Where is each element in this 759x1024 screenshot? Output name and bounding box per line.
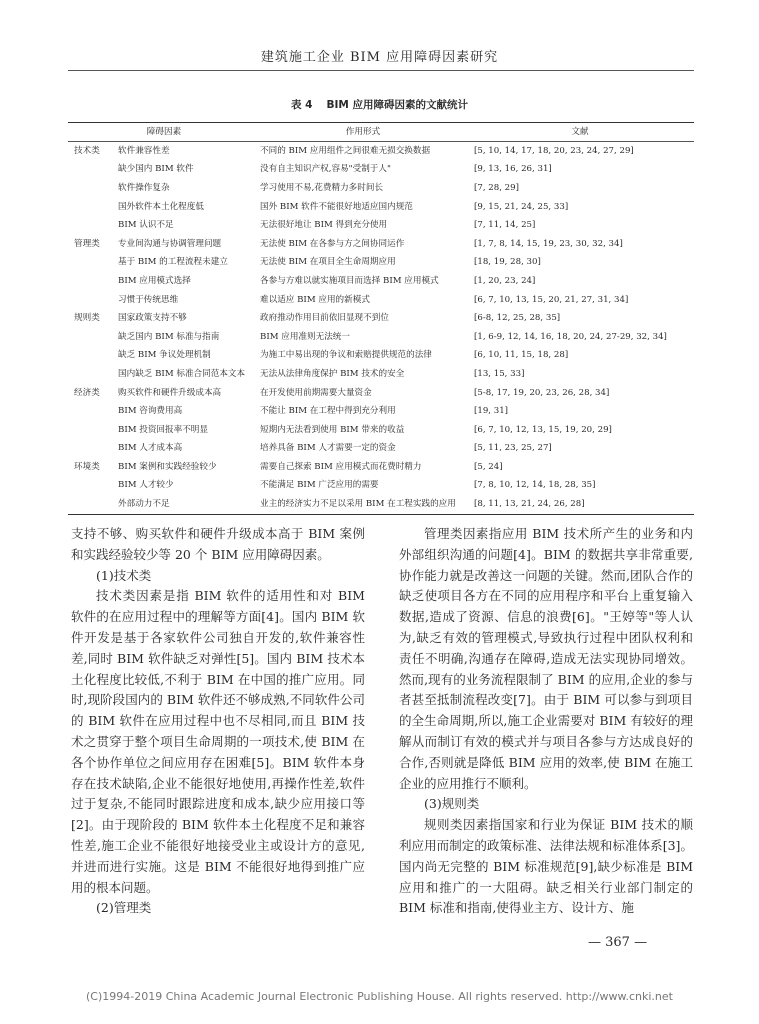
paragraph: 技术类因素是指 BIM 软件的适用性和对 BIM 软件的在应用过程中的理解等方面[4]。国内 BIM 软件开发是基于各家软件公司独自开发的,软件兼容性差,同时 BIM 软件缺乏对弹性[5]。国内 BIM 技术本土化程度比较低,不利于 BIM 在中国的推广应用。同时,现阶段国内的 BIM 软件还不够成熟,不同软件公司的 BIM 软件在应用过程中也不尽相同,而且 BIM 技术之贯穿于整个项目生命周期的一项技术,使 BIM 在各个协作单位之间应用存在困难[5]。BIM 软件本身存在技术缺陷,企业不能很好地使用,再操作性差,软件过于复杂,不能同时跟踪进度和成本,缺少应用接口等[2]。由于现阶段的 BIM 软件本土化程度不足和兼容性差,施工企业不能很好地接受业主或设计方的意见,并进而进行实施。这是 BIM 不能很好地得到推广应用的根本问题。 [71, 588, 365, 895]
col-header-refs: 文献 [466, 123, 694, 142]
table-header-row [68, 123, 694, 142]
cell-factor: 软件操作复杂 [118, 182, 170, 193]
running-header: 建筑施工企业 BIM 应用障碍因素研究 [260, 50, 499, 65]
table-row [68, 235, 694, 254]
cell-form: 无法使 BIM 在各参与方之间协同运作 [260, 238, 405, 249]
cell-form: 业主的经济实力不足以采用 BIM 在工程实践的应用 [260, 495, 466, 514]
cell-category [68, 179, 118, 198]
cell-refs: [1, 20, 23, 24] [474, 275, 536, 286]
body-column-left [71, 524, 365, 919]
cell-category [68, 328, 118, 347]
table-caption [0, 97, 759, 112]
copyright-footer: (C)1994-2019 China Academic Journal Electronic Publishing House. All rights reserved. http://www.cnki.net [86, 990, 673, 1003]
cell-factor: BIM 投资回报率不明显 [118, 424, 208, 435]
cell-factor: BIM 应用模式选择 [118, 275, 191, 286]
table-row [68, 421, 694, 440]
table-row [68, 272, 694, 291]
cell-factor: 国家政策支持不够 [118, 313, 187, 324]
table-row [68, 309, 694, 328]
cell-form: BIM 应用准则无法统一 [260, 331, 350, 342]
cell-factor: 国内缺乏 BIM 标准合同范本文本 [118, 368, 246, 379]
cell-factor: 基于 BIM 的工程流程未建立 [118, 257, 228, 268]
table-row [68, 142, 694, 161]
cell-category [68, 495, 118, 514]
cell-form: 没有自主知识产权,容易"受制于人" [260, 164, 391, 175]
cell-form: 各参与方难以就实施项目而选择 BIM 应用模式 [260, 275, 439, 286]
cell-refs: [6-8, 12, 25, 28, 35] [474, 313, 561, 324]
cell-refs: [9, 15, 21, 24, 25, 33] [474, 201, 569, 212]
cell-form: 短期内无法看到使用 BIM 带来的收益 [260, 424, 405, 435]
cell-category [68, 402, 118, 421]
cell-form: 无法从法律角度保护 BIM 技术的安全 [260, 368, 405, 379]
cell-form: 培养具备 BIM 人才需要一定的资金 [260, 443, 396, 454]
cell-refs: [5, 11, 23, 25, 27] [474, 443, 552, 454]
cell-refs: [1, 6-9, 12, 14, 16, 18, 20, 24, 27-29, 32, 34] [474, 331, 667, 342]
cell-form: 学习使用不易,花费精力多时间长 [260, 182, 384, 193]
section-heading: (2)管理类 [96, 900, 152, 916]
paragraph: 规则类因素指国家和行业为保证 BIM 技术的顺利应用而制定的政策标准、法律法规和标准体系[3]。国内尚无完整的 BIM 标准规范[9],缺少标准是 BIM 应用和推广的一大阻碍。缺乏相关行业部门制定的 BIM 标准和指南,使得业主方、设计方、施 [399, 817, 693, 916]
cell-category [68, 421, 118, 440]
paragraph: 管理类因素指应用 BIM 技术所产生的业务和内外部组织沟通的问题[4]。BIM 的数据共享非常重要,协作能力就是改善这一问题的关键。然而,团队合作的缺乏使项目各方在不同的应用程序和平台上重复输入数据,造成了资源、信息的浪费[6]。"王婷等"等人认为,缺乏有效的管理模式,导致执行过程中团队权利和责任不明确,沟通存在障碍,造成无法实现协同增效。然而,现有的业务流程限制了 BIM 的应用,企业的参与者甚至抵制流程改变[7]。由于 BIM 可以参与到项目的全生命周期,所以,施工企业需要对 BIM 有较好的理解从而制订有效的模式并与项目各参与方达成良好的合作,否则就是降低 BIM 应用的效率,使 BIM 在施工企业的应用推行不顺利。 [399, 526, 693, 791]
cell-form: 需要自己探索 BIM 应用模式而花费时精力 [260, 461, 422, 472]
cell-category: 规则类 [74, 313, 100, 324]
cell-factor: 习惯于传统思维 [118, 294, 179, 305]
cell-form: 为施工中易出现的争议和索赔提供规范的法律 [260, 350, 432, 361]
cell-factor: 缺乏国内 BIM 标准与指南 [118, 331, 220, 342]
cell-refs: [19, 31] [474, 406, 509, 417]
cell-refs: [8, 11, 13, 21, 24, 26, 28] [466, 495, 694, 514]
cell-category: 环境类 [74, 461, 100, 472]
cell-factor: BIM 咨询费用高 [118, 406, 183, 417]
cell-category [68, 347, 118, 366]
cell-category: 技术类 [74, 145, 100, 156]
cell-category [68, 161, 118, 180]
body-column-right [399, 524, 693, 919]
paragraph: 支持不够、购买软件和硬件升级成本高于 BIM 案例和实践经验较少等 20 个 BIM 应用障碍因素。 [71, 526, 365, 562]
cell-refs: [13, 15, 33] [474, 368, 525, 379]
cell-factor: 国外软件本土化程度低 [118, 201, 204, 212]
cell-factor: 购买软件和硬件升级成本高 [118, 387, 222, 398]
cell-factor: 缺乏 BIM 争议处理机制 [118, 350, 211, 361]
cell-category [68, 198, 118, 217]
cell-refs: [6, 7, 10, 12, 13, 15, 19, 20, 29] [474, 424, 612, 435]
section-heading: (3)规则类 [424, 796, 480, 812]
col-header-form: 作用形式 [260, 123, 466, 142]
section-heading: (1)技术类 [96, 567, 152, 583]
table-number: 表 4 [291, 99, 313, 111]
cell-form: 政府推动作用目前依旧显现不到位 [260, 313, 389, 324]
cell-form: 无法很好地让 BIM 得到充分使用 [260, 220, 388, 231]
cell-form: 在开发使用前期需要大量资金 [260, 387, 372, 398]
table-row [68, 179, 694, 198]
table-row [68, 198, 694, 217]
cell-form: 不能让 BIM 在工程中得到充分利用 [260, 406, 396, 417]
cell-factor: 软件兼容性差 [118, 145, 170, 156]
col-header-factor: 障碍因素 [68, 123, 260, 142]
cell-refs: [7, 11, 14, 25] [474, 220, 536, 231]
cell-refs: [6, 10, 11, 15, 18, 28] [474, 350, 569, 361]
cell-refs: [1, 7, 8, 14, 15, 19, 23, 30, 32, 34] [474, 238, 623, 249]
table-row [68, 328, 694, 347]
table-row [68, 458, 694, 477]
cell-category [68, 365, 118, 384]
cell-refs: [5-8, 17, 19, 20, 23, 26, 28, 34] [474, 387, 610, 398]
cell-factor: 缺少国内 BIM 软件 [118, 164, 194, 175]
cell-factor: 外部动力不足 [118, 495, 260, 514]
cell-refs: [7, 8, 10, 12, 14, 18, 28, 35] [474, 480, 596, 491]
cell-refs: [5, 10, 14, 17, 18, 20, 23, 24, 27, 29] [474, 145, 634, 156]
cell-factor: BIM 人才较少 [118, 480, 174, 491]
table-row [68, 347, 694, 366]
table-row [68, 440, 694, 459]
cell-form: 不同的 BIM 应用组件之间很难无损交换数据 [260, 145, 431, 156]
cell-category [68, 477, 118, 496]
cell-refs: [5, 24] [474, 461, 503, 472]
table-row [68, 254, 694, 273]
table-row [68, 477, 694, 496]
cell-category [68, 272, 118, 291]
cell-form: 国外 BIM 软件不能很好地适应国内规范 [260, 201, 413, 212]
cell-category: 经济类 [74, 387, 100, 398]
cell-category: 管理类 [74, 238, 100, 249]
cell-form: 难以适应 BIM 应用的新模式 [260, 294, 370, 305]
cell-refs: [7, 28, 29] [474, 182, 519, 193]
table-row [68, 291, 694, 310]
table-title: BIM 应用障碍因素的文献统计 [326, 99, 468, 111]
table-row [68, 402, 694, 421]
table-row [68, 365, 694, 384]
cell-factor: BIM 案例和实践经验较少 [118, 461, 217, 472]
cell-refs: [18, 19, 28, 30] [474, 257, 541, 268]
cell-factor: 专业间沟通与协调管理问题 [118, 238, 222, 249]
cell-form: 不能满足 BIM 广泛应用的需要 [260, 480, 379, 491]
cell-refs: [6, 7, 10, 13, 15, 20, 21, 27, 31, 34] [474, 294, 629, 305]
cell-factor: BIM 认识不足 [118, 220, 174, 231]
page-number: — 367 — [588, 935, 648, 950]
table-row [68, 161, 694, 180]
cell-refs: [9, 13, 16, 26, 31] [474, 164, 552, 175]
cell-category [68, 254, 118, 273]
header-rule [68, 70, 694, 71]
cell-factor: BIM 人才成本高 [118, 443, 183, 454]
cell-category [68, 440, 118, 459]
cell-category [68, 216, 118, 235]
table-row [68, 495, 694, 514]
cell-category [68, 291, 118, 310]
cell-form: 无法使 BIM 在项目全生命周期应用 [260, 257, 396, 268]
table-row [68, 384, 694, 403]
table-row [68, 216, 694, 235]
literature-statistics-table [68, 122, 694, 515]
